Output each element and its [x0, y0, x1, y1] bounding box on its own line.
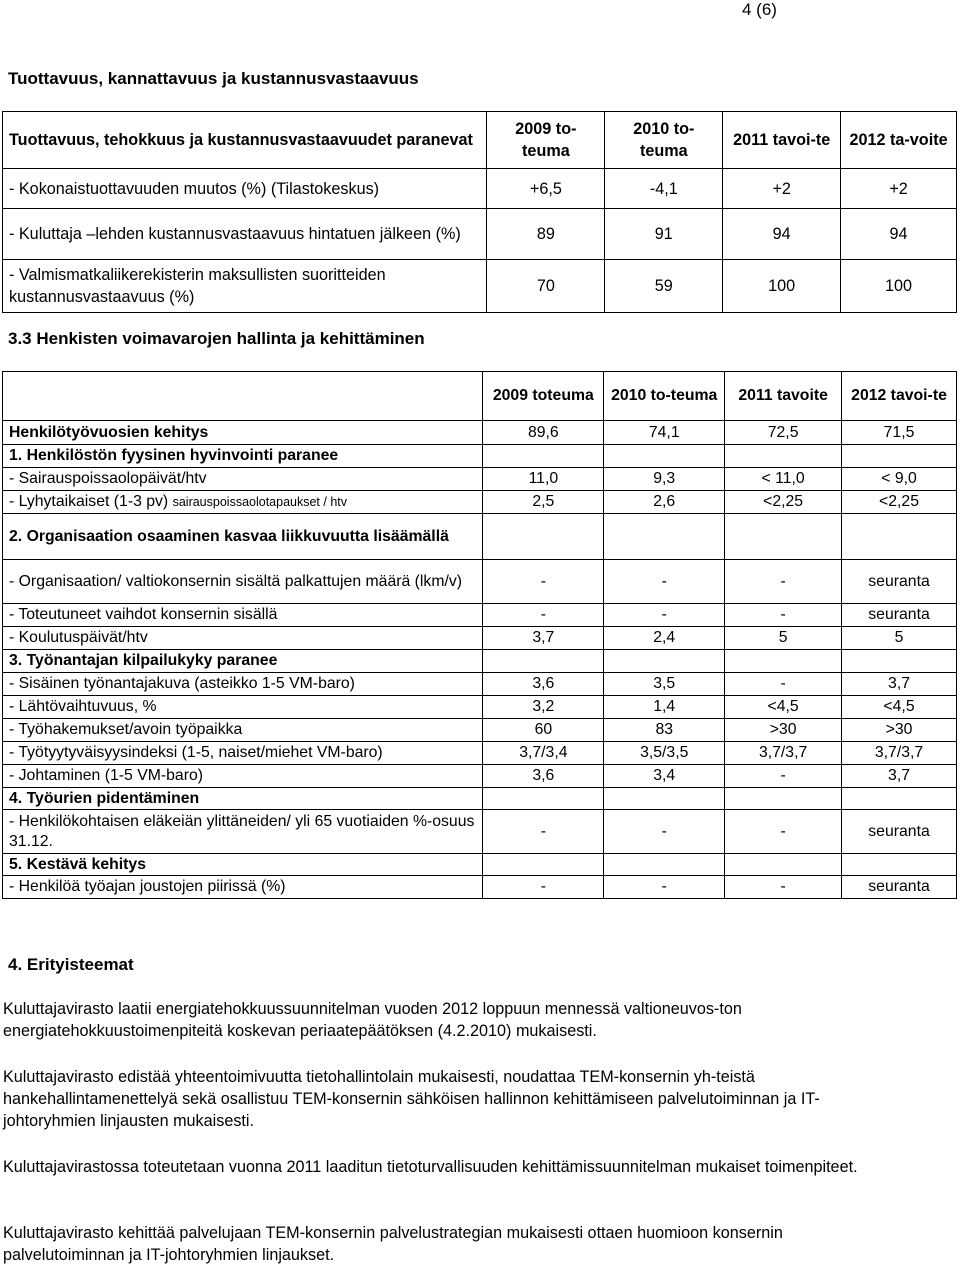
value-cell: seuranta: [842, 604, 957, 627]
table-row: [3, 742, 957, 765]
value-cell: -: [604, 604, 725, 627]
row-label: [3, 468, 483, 491]
value-cell: 72,5: [725, 421, 842, 445]
value-cell: [483, 514, 604, 560]
header-cell: 2012 tavoi-te: [842, 372, 957, 421]
header-cell: 2010 to-teuma: [604, 372, 725, 421]
row-label: - Valmismatkaliikerekisterin maksullisten suoritteiden kustannusvastaavuus (%): [3, 260, 487, 313]
value-cell: >30: [842, 719, 957, 742]
value-cell: 2,4: [604, 627, 725, 650]
table-row: [3, 604, 957, 627]
header-cell: Tuottavuus, tehokkuus ja kustannusvastaavuudet paranevat: [3, 112, 487, 169]
value-cell: <4,5: [842, 696, 957, 719]
value-cell: 3,7/3,4: [483, 742, 604, 765]
table-row: [3, 560, 957, 604]
value-cell: 60: [483, 719, 604, 742]
table-row: [3, 673, 957, 696]
header-cell: 2011 tavoi-te: [723, 112, 841, 169]
table-row: [3, 854, 957, 876]
row-label-text: - Henkilöä työajan joustojen piirissä (%): [9, 878, 286, 895]
paragraph: Kuluttajavirastossa toteutetaan vuonna 2011 laaditun tietoturvallisuuden kehittämissuunnitelman mukaiset toimenpiteet.: [3, 1158, 858, 1176]
page-number: 4 (6): [742, 0, 777, 19]
section-title-special-themes: 4. Erityisteemat: [8, 955, 134, 974]
value-cell: [604, 445, 725, 468]
value-cell: -: [483, 560, 604, 604]
value-cell: 94: [723, 209, 841, 260]
value-cell: 5: [725, 627, 842, 650]
value-cell: [604, 854, 725, 876]
row-label: [3, 765, 483, 788]
row-label-text: 2. Organisaation osaaminen kasvaa liikkuvuutta lisäämällä: [9, 527, 449, 545]
paragraph: Kuluttajavirasto edistää yhteentoimivuutta tietohallintolain mukaisesti, noudattaa TEM-konsernin yh-teistä hankehallintamenettelyä sekä osallistuu TEM-konsernin sähköisen hallinnon kehittämiseen palvelutoiminnan ja IT-johtoryhmien linjausten mukaisesti.: [3, 1068, 820, 1130]
value-cell: <2,25: [842, 491, 957, 514]
value-cell: [483, 445, 604, 468]
productivity-table: [2, 111, 957, 313]
value-cell: -: [483, 876, 604, 899]
table-row: [3, 765, 957, 788]
value-cell: -: [725, 673, 842, 696]
row-label-text: - Työhakemukset/avoin työpaikka: [9, 721, 243, 738]
row-label: [3, 788, 483, 810]
value-cell: < 11,0: [725, 468, 842, 491]
row-label: [3, 627, 483, 650]
table-row: [3, 719, 957, 742]
row-label-text: - Lyhytaikaiset (1-3 pv): [9, 493, 169, 510]
value-cell: <4,5: [725, 696, 842, 719]
paragraph: Kuluttajavirasto kehittää palvelujaan TEM-konsernin palvelustrategian mukaisesti ottaen huomioon konsernin palvelutoiminnan ja IT-johtoryhmien linjaukset.: [3, 1224, 783, 1264]
value-cell: >30: [725, 719, 842, 742]
value-cell: -: [725, 560, 842, 604]
row-label-text: - Johtaminen (1-5 VM-baro): [9, 767, 204, 784]
value-cell: [483, 650, 604, 673]
value-cell: 3,2: [483, 696, 604, 719]
table-row: [3, 491, 957, 514]
row-label: [3, 421, 483, 445]
value-cell: 74,1: [604, 421, 725, 445]
value-cell: 2,5: [483, 491, 604, 514]
value-cell: seuranta: [842, 876, 957, 899]
table-row: [3, 876, 957, 899]
value-cell: 71,5: [842, 421, 957, 445]
value-cell: [725, 650, 842, 673]
value-cell: +2: [723, 169, 841, 209]
value-cell: 100: [841, 260, 957, 313]
value-cell: +2: [841, 169, 957, 209]
table-row: [3, 445, 957, 468]
value-cell: [725, 514, 842, 560]
row-label-text: - Organisaation/ valtiokonsernin sisältä palkattujen määrä (lkm/v): [9, 572, 463, 590]
row-label: [3, 876, 483, 899]
value-cell: [842, 514, 957, 560]
value-cell: 100: [723, 260, 841, 313]
row-label-text: Henkilötyövuosien kehitys: [9, 423, 209, 441]
value-cell: -: [604, 876, 725, 899]
value-cell: 59: [605, 260, 723, 313]
value-cell: <2,25: [725, 491, 842, 514]
table-row: [3, 810, 957, 854]
value-cell: [725, 788, 842, 810]
row-label: - Kokonaistuottavuuden muutos (%) (Tilastokeskus): [3, 169, 487, 209]
value-cell: [483, 788, 604, 810]
value-cell: 11,0: [483, 468, 604, 491]
value-cell: 2,6: [604, 491, 725, 514]
value-cell: 3,4: [604, 765, 725, 788]
value-cell: [604, 788, 725, 810]
value-cell: 70: [487, 260, 605, 313]
header-cell: 2011 tavoite: [725, 372, 842, 421]
row-label: [3, 650, 483, 673]
row-label-text: 1. Henkilöstön fyysinen hyvinvointi paranee: [9, 447, 339, 464]
table-row: [3, 209, 957, 260]
value-cell: [483, 854, 604, 876]
row-label-text: 5. Kestävä kehitys: [9, 855, 146, 873]
table-row: [3, 650, 957, 673]
table-row: [3, 260, 957, 313]
value-cell: 3,7/3,7: [842, 742, 957, 765]
value-cell: 3,5/3,5: [604, 742, 725, 765]
row-label-text: - Sisäinen työnantajakuva (asteikko 1-5 VM-baro): [9, 675, 355, 692]
section-title-productivity: Tuottavuus, kannattavuus ja kustannusvastaavuus: [8, 69, 419, 88]
value-cell: 3,5: [604, 673, 725, 696]
value-cell: 3,6: [483, 673, 604, 696]
value-cell: 1,4: [604, 696, 725, 719]
value-cell: < 9,0: [842, 468, 957, 491]
value-cell: 91: [605, 209, 723, 260]
table-row: [3, 421, 957, 445]
row-label-text: - Henkilökohtaisen eläkeiän ylittäneiden/ yli 65 vuotiaiden %-osuus 31.12.: [9, 812, 475, 850]
row-label-text: - Koulutuspäivät/htv: [9, 629, 148, 646]
row-label: [3, 560, 483, 604]
value-cell: [842, 788, 957, 810]
value-cell: 9,3: [604, 468, 725, 491]
value-cell: 83: [604, 719, 725, 742]
table-row: [3, 169, 957, 209]
header-cell: 2010 to-teuma: [605, 112, 723, 169]
header-cell: 2012 ta-voite: [841, 112, 957, 169]
row-label: [3, 810, 483, 854]
value-cell: +6,5: [487, 169, 605, 209]
value-cell: 3,7/3,7: [725, 742, 842, 765]
table-header-row: [3, 112, 957, 169]
value-cell: -: [725, 604, 842, 627]
value-cell: 94: [841, 209, 957, 260]
header-cell: 2009 toteuma: [483, 372, 604, 421]
hr-table: [2, 371, 957, 899]
paragraph: Kuluttajavirasto laatii energiatehokkuussuunnitelman vuoden 2012 loppuun mennessä valtioneuvos-ton energiatehokkuustoimenpiteitä koskevan periaatepäätöksen (4.2.2010) mukaisesti.: [3, 1000, 742, 1040]
value-cell: 3,7: [842, 673, 957, 696]
value-cell: 89,6: [483, 421, 604, 445]
row-label: - Kuluttaja –lehden kustannusvastaavuus hintatuen jälkeen (%): [3, 209, 487, 260]
row-label-small: sairauspoissaolotapaukset / htv: [172, 495, 348, 509]
row-label-text: 3. Työnantajan kilpailukyky paranee: [9, 652, 278, 669]
value-cell: [725, 445, 842, 468]
value-cell: -: [725, 810, 842, 854]
value-cell: [604, 514, 725, 560]
row-label-text: - Sairauspoissaolopäivät/htv: [9, 470, 207, 487]
table-row: [3, 788, 957, 810]
value-cell: 3,6: [483, 765, 604, 788]
value-cell: 5: [842, 627, 957, 650]
row-label: [3, 445, 483, 468]
value-cell: -: [483, 604, 604, 627]
row-label: [3, 719, 483, 742]
header-cell: 2009 to-teuma: [487, 112, 605, 169]
value-cell: -: [604, 810, 725, 854]
table-header-row: [3, 372, 957, 421]
table-row: [3, 514, 957, 560]
value-cell: [604, 650, 725, 673]
value-cell: [725, 854, 842, 876]
table-row: [3, 468, 957, 491]
value-cell: -: [725, 876, 842, 899]
row-label-text: - Toteutuneet vaihdot konsernin sisällä: [9, 606, 278, 623]
row-label: [3, 604, 483, 627]
value-cell: [842, 445, 957, 468]
value-cell: seuranta: [842, 560, 957, 604]
row-label: [3, 696, 483, 719]
value-cell: 89: [487, 209, 605, 260]
value-cell: seuranta: [842, 810, 957, 854]
value-cell: [842, 854, 957, 876]
row-label-text: 4. Työurien pidentäminen: [9, 789, 200, 807]
value-cell: -: [604, 560, 725, 604]
value-cell: -4,1: [605, 169, 723, 209]
row-label: [3, 742, 483, 765]
row-label: [3, 673, 483, 696]
table-row: [3, 627, 957, 650]
row-label: [3, 854, 483, 876]
value-cell: -: [483, 810, 604, 854]
row-label: [3, 514, 483, 560]
value-cell: 3,7: [483, 627, 604, 650]
section-title-hr: 3.3 Henkisten voimavarojen hallinta ja kehittäminen: [8, 329, 425, 348]
row-label: [3, 491, 483, 514]
value-cell: 3,7: [842, 765, 957, 788]
value-cell: [842, 650, 957, 673]
header-cell: [3, 372, 483, 421]
row-label-text: - Työtyytyväisyysindeksi (1-5, naiset/miehet VM-baro): [9, 744, 383, 761]
row-label-text: - Lähtövaihtuvuus, %: [9, 698, 157, 715]
value-cell: -: [725, 765, 842, 788]
table-row: [3, 696, 957, 719]
